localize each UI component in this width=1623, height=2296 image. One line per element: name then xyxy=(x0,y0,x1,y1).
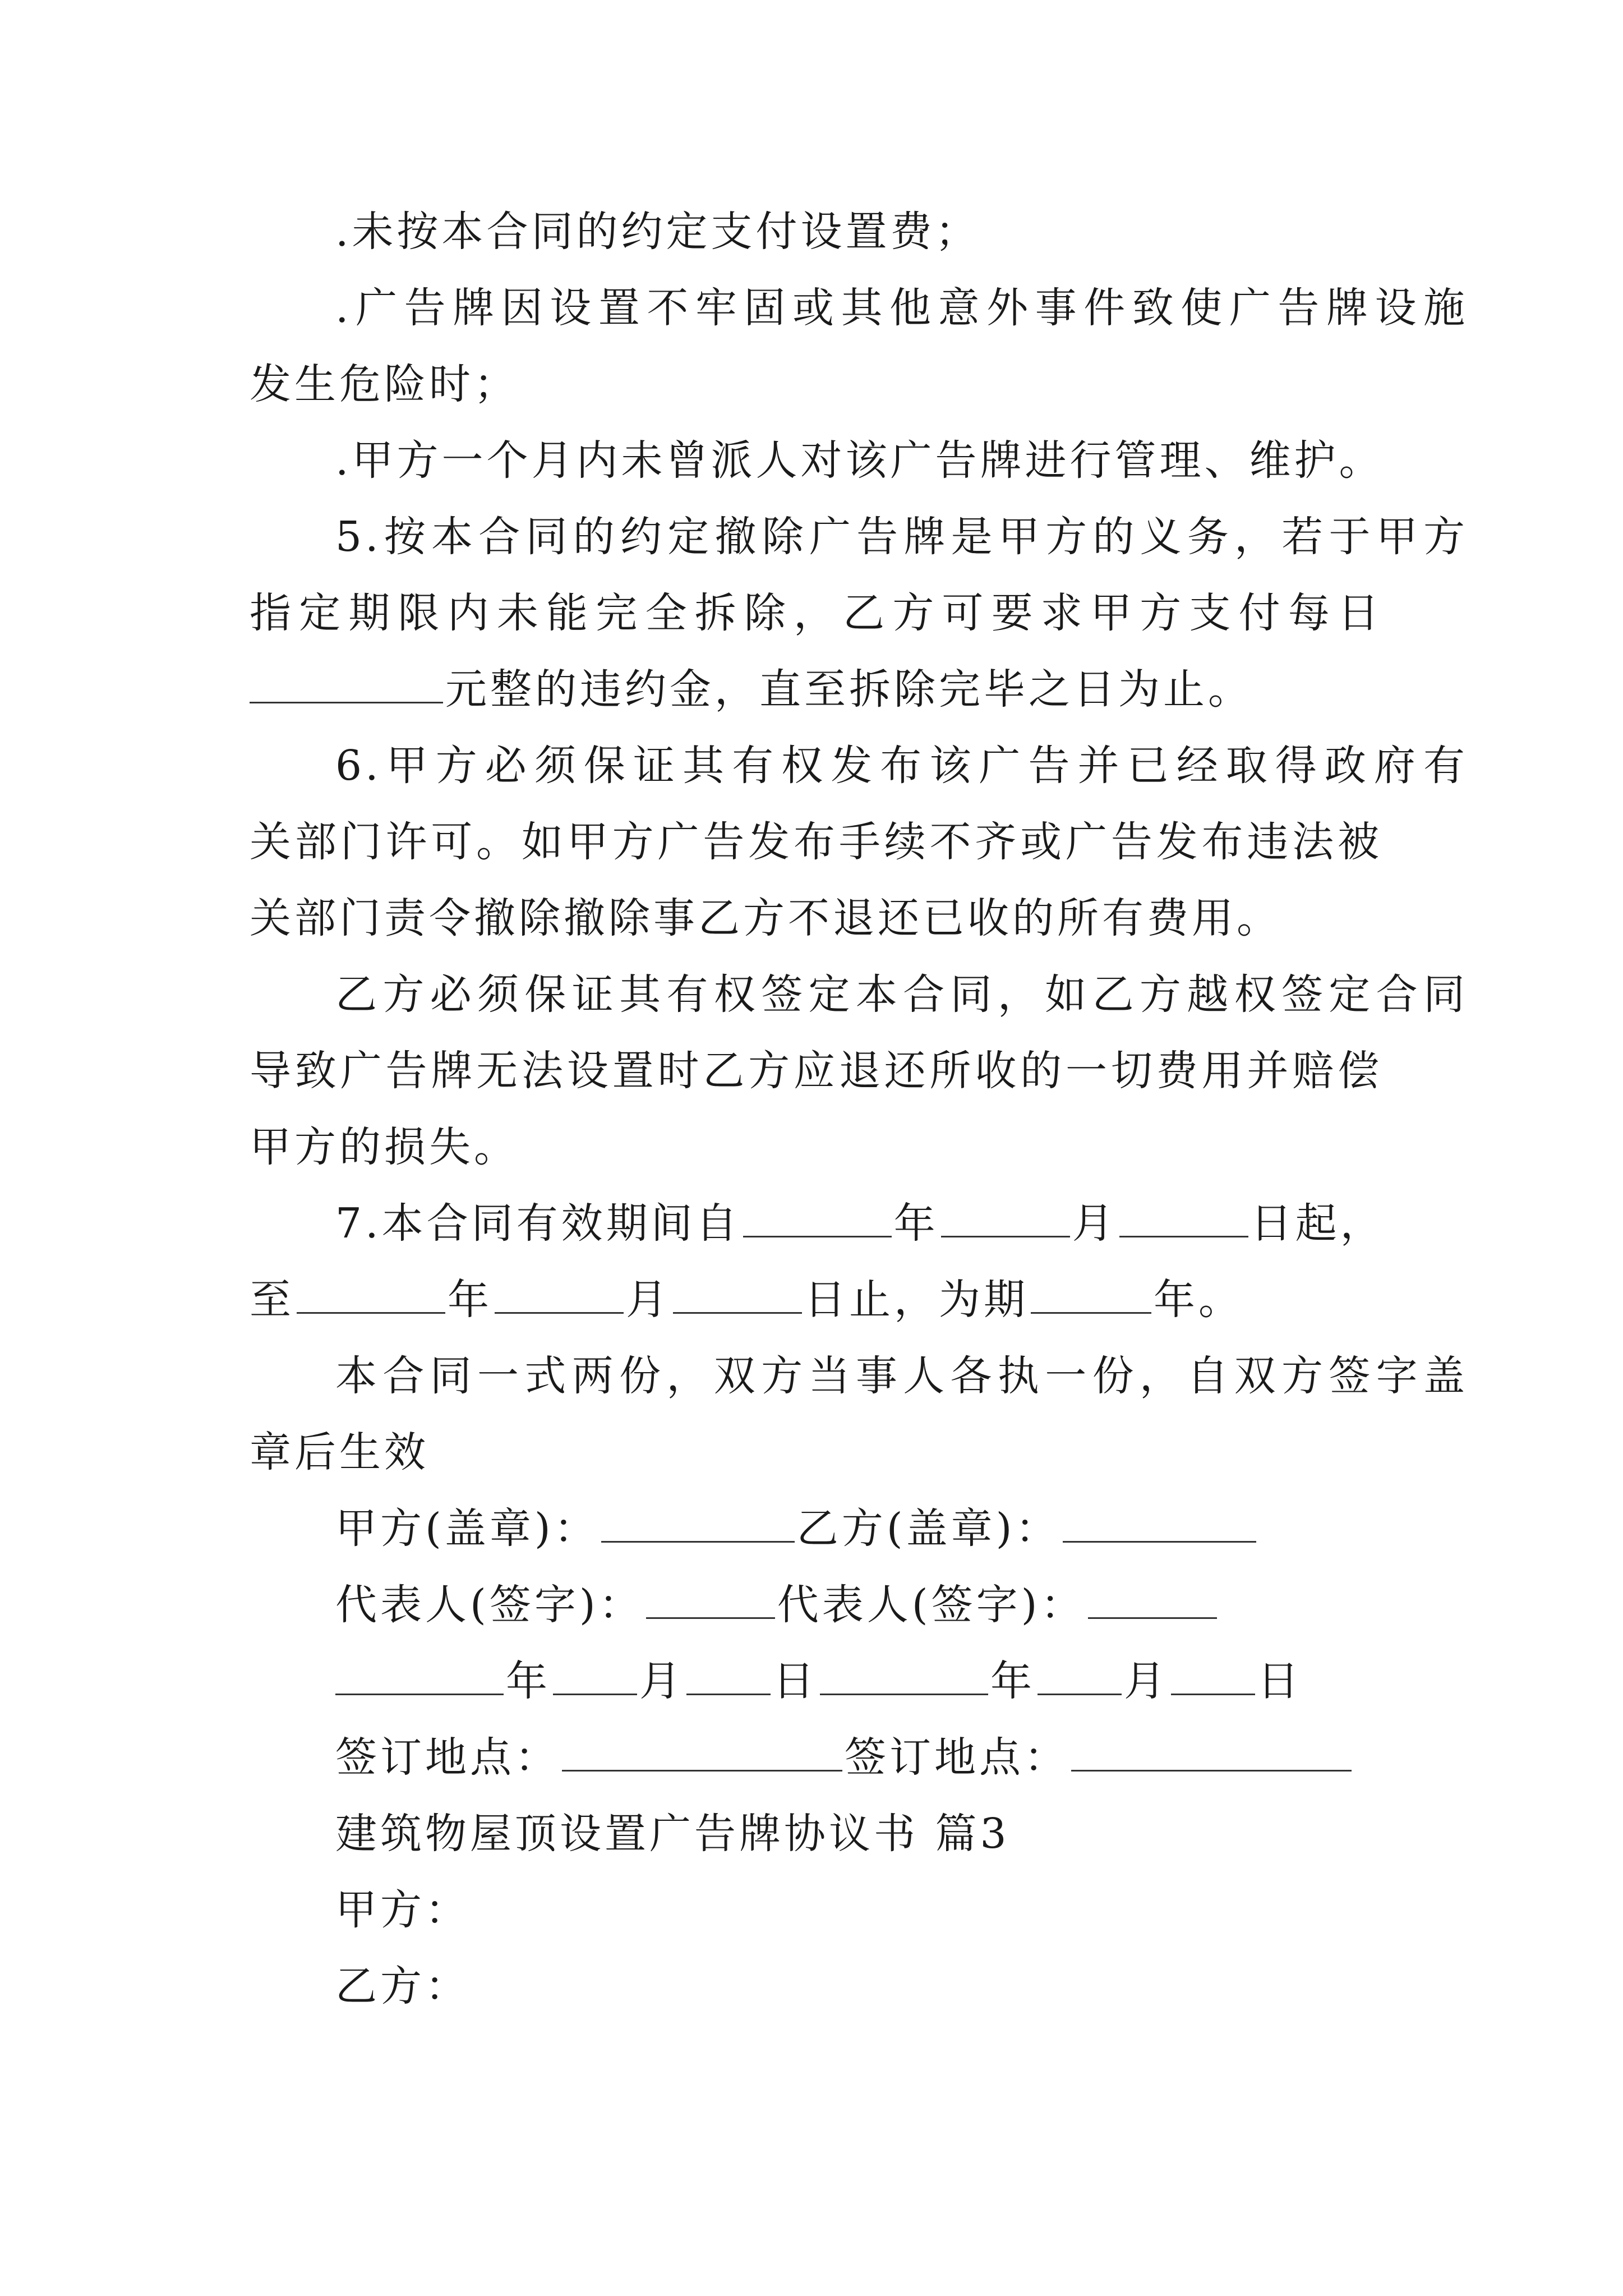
signature-line xyxy=(250,1490,1382,1567)
party-a-label: 甲方： xyxy=(335,1886,470,1934)
paragraph-line xyxy=(250,194,1382,270)
fill-in-blank[interactable] xyxy=(673,1278,802,1314)
paragraph-line: .广告牌因设置不牢固或其他意外事件致使广告牌设施 xyxy=(335,284,1468,332)
party-a-seal-blank[interactable] xyxy=(601,1507,795,1543)
paragraph-line: 指定期限内未能完全拆除，乙方可要求甲方支付每日 xyxy=(250,589,1382,637)
paragraph-line: 导致广告牌无法设置时乙方应退还所收的一切费用并赔偿 xyxy=(250,1047,1382,1095)
representative-b-label: 代表人(签字)： xyxy=(777,1581,1086,1629)
party-line xyxy=(250,1948,1382,2024)
fill-in-blank[interactable] xyxy=(1031,1278,1151,1314)
paragraph-line xyxy=(250,1109,1382,1185)
month-blank[interactable] xyxy=(1038,1660,1122,1695)
party-b-label: 乙方： xyxy=(335,1962,470,2010)
representative-b-blank[interactable] xyxy=(1088,1584,1217,1619)
paragraph-line xyxy=(250,651,1382,728)
text: 元整的违约金，直至拆除完毕之日为止。 xyxy=(445,665,1253,714)
paragraph-line xyxy=(250,346,1382,422)
text: 月 xyxy=(1124,1657,1169,1705)
signing-place-a-blank[interactable] xyxy=(562,1736,842,1772)
text: .未按本合同的约定支付设置费； xyxy=(335,208,980,256)
paragraph-line xyxy=(250,1262,1382,1338)
representative-a-label: 代表人(签字)： xyxy=(335,1581,644,1629)
text: 年 xyxy=(448,1276,492,1324)
month-blank[interactable] xyxy=(553,1660,637,1695)
text: 年。 xyxy=(1154,1276,1243,1324)
text: 至 xyxy=(250,1276,294,1324)
text: 日 xyxy=(773,1657,818,1705)
fill-in-blank[interactable] xyxy=(297,1278,445,1314)
text: 关部门责令撤除撤除事乙方不退还已收的所有费用。 xyxy=(250,894,1281,942)
text: 月 xyxy=(639,1657,684,1705)
document-body xyxy=(250,194,1468,2024)
text: 日止，为期 xyxy=(804,1276,1029,1324)
party-b-seal-blank[interactable] xyxy=(1063,1507,1256,1543)
signing-place-b-blank[interactable] xyxy=(1071,1736,1352,1772)
year-blank[interactable] xyxy=(335,1660,504,1695)
text: 年 xyxy=(506,1657,551,1705)
party-b-seal-label: 乙方(盖章)： xyxy=(796,1504,1061,1553)
text: 7.本合同有效期间自 xyxy=(335,1199,741,1248)
text: .甲方一个月内未曾派人对该广告牌进行管理、维护。 xyxy=(335,436,1384,485)
signing-place-b-label: 签订地点： xyxy=(845,1733,1069,1782)
paragraph-line: 5.按本合同的约定撤除广告牌是甲方的义务，若于甲方 xyxy=(335,513,1468,561)
fill-in-blank[interactable] xyxy=(495,1278,624,1314)
text: 年 xyxy=(990,1657,1035,1705)
signing-place-line xyxy=(250,1719,1382,1796)
text: 日起， xyxy=(1250,1199,1385,1248)
day-blank[interactable] xyxy=(1171,1660,1255,1695)
text: 甲方的损失。 xyxy=(250,1123,519,1171)
section-title: 建筑物屋顶设置广告牌协议书 篇3 xyxy=(335,1810,1010,1858)
section-heading xyxy=(250,1796,1382,1872)
paragraph-line: 6.甲方必须保证其有权发布该广告并已经取得政府有 xyxy=(335,742,1468,790)
party-a-seal-label: 甲方(盖章)： xyxy=(335,1504,599,1553)
fill-in-blank[interactable] xyxy=(941,1202,1070,1237)
text: 发生危险时； xyxy=(250,360,519,408)
paragraph-line xyxy=(250,880,1382,956)
paragraph-line: 乙方必须保证其有权签定本合同，如乙方越权签定合同 xyxy=(335,970,1468,1019)
text: 日 xyxy=(1257,1657,1302,1705)
signing-place-a-label: 签订地点： xyxy=(335,1733,560,1782)
date-line xyxy=(250,1643,1382,1719)
representative-a-blank[interactable] xyxy=(646,1584,775,1619)
fill-in-blank[interactable] xyxy=(1119,1202,1248,1237)
year-blank[interactable] xyxy=(820,1660,988,1695)
fill-in-blank[interactable] xyxy=(743,1202,892,1237)
fill-in-blank[interactable] xyxy=(250,668,443,703)
text: 年 xyxy=(893,1199,939,1248)
text: 月 xyxy=(1072,1199,1117,1248)
paragraph-line xyxy=(250,1185,1385,1262)
day-blank[interactable] xyxy=(686,1660,771,1695)
signature-line xyxy=(250,1567,1382,1643)
party-line xyxy=(250,1872,1382,1948)
text: 月 xyxy=(626,1276,671,1324)
paragraph-line: 关部门许可。如甲方广告发布手续不齐或广告发布违法被 xyxy=(250,818,1382,866)
paragraph-line xyxy=(250,1414,1382,1490)
paragraph-line xyxy=(250,422,1382,499)
text: 章后生效 xyxy=(250,1428,429,1476)
paragraph-line: 本合同一式两份，双方当事人各执一份，自双方签字盖 xyxy=(335,1352,1468,1400)
